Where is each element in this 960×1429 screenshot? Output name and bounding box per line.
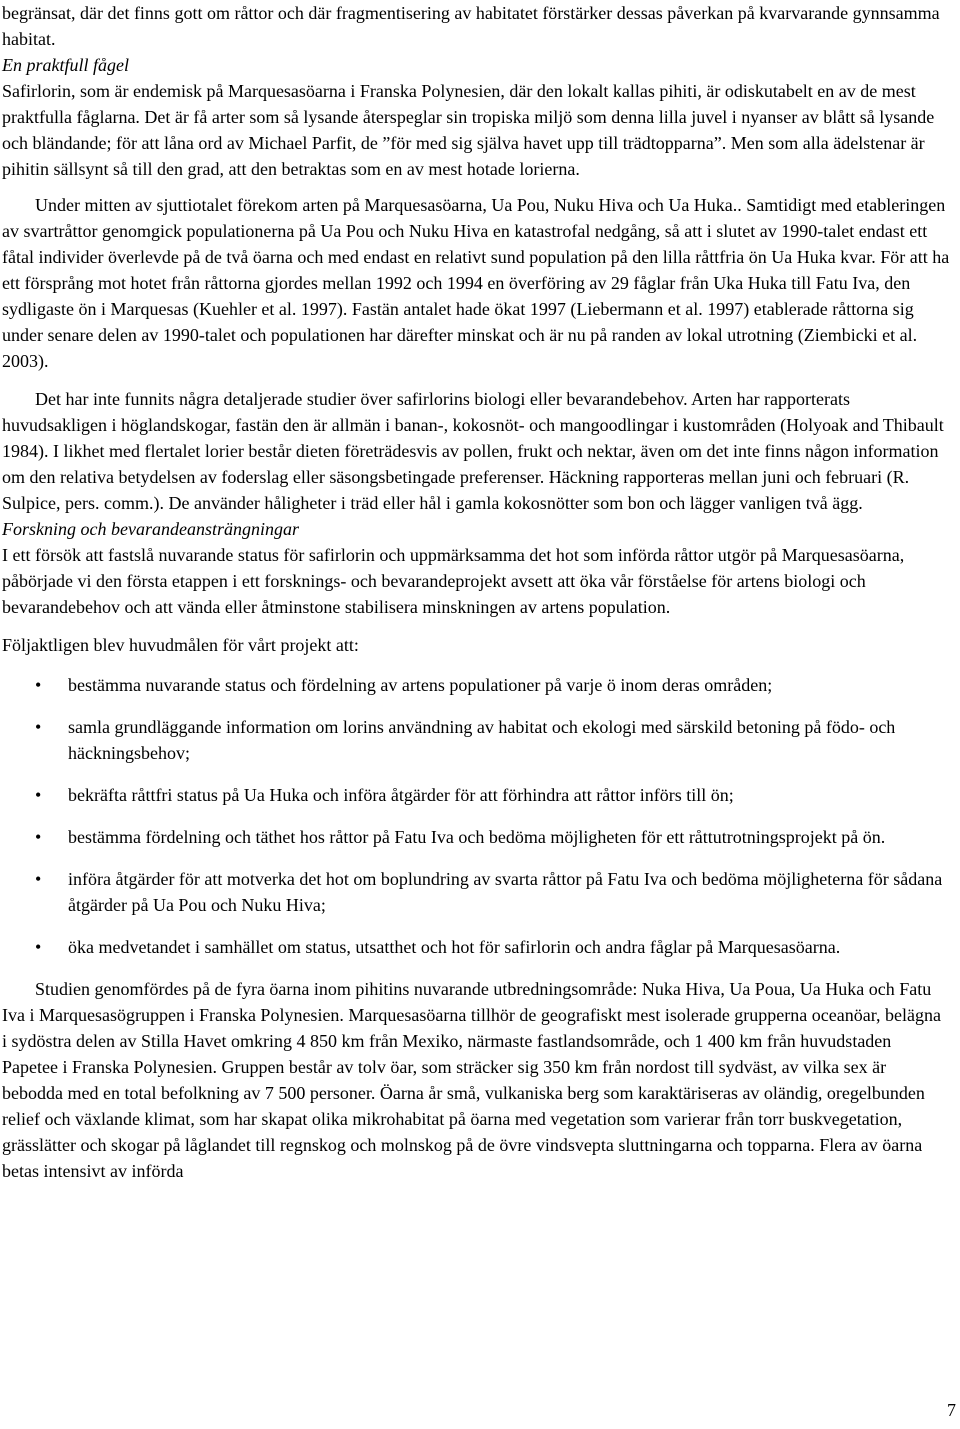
- intro-paragraph: begränsat, där det finns gott om råttor och där fragmentisering av habitatet förstärker dessas påverkan på kvarvarande gynnsamma habitat.: [2, 3, 940, 49]
- section-heading-forskning: Forskning och bevarandeansträngningar: [2, 519, 299, 539]
- goals-list: [2, 672, 950, 960]
- bullet-icon: •: [35, 827, 42, 847]
- list-item: [2, 866, 950, 918]
- section-heading-praktfull-fagel: En praktfull fågel: [2, 55, 129, 75]
- paragraph-study-area: Studien genomfördes på de fyra öarna inom pihitins nuvarande utbredningsområde: Nuka Hiva, Ua Poua, Ua Huka och Fatu Iva i Marquesasögruppen i Franska Polynesien. Marquesasöarna tillhör de geografiskt mest isolerade grupperna oceanöar, belägna i sydöstra delen av Stilla Havet omkring 4 850 km från Mexiko, närmaste fastlandsområde, och 1 400 km från huvudstaden Papetee i Franska Polynesien. Gruppen består av tolv öar, som sträcker sig 350 km från nordost till sydväst, av vilka sex är bebodda med en total befolkning av 7 500 personer. Öarna år små, vulkaniska berg som karaktäriseras av oländig, oregelbunden relief och växlande klimat, som har skapat olika mikrohabitat på öarna med vegetation som varierar från torr buskvegetation, grässlätter och skogar på låglandet till regnskog och molnskog på de övre vindsvepta sluttningarna och topparna. Flera av öarna betas intensivt av införda: [2, 979, 941, 1181]
- goal-text: bekräfta råttfri status på Ua Huka och införa åtgärder för att förhindra att råttor införs till ön;: [68, 785, 734, 805]
- paragraph-safirlorin: Safirlorin, som är endemisk på Marquesasöarna i Franska Polynesien, där den lokalt kallas pihiti, är odiskutabelt en av de mest praktfulla fåglarna. Det är få arter som så lysande återspeglar sin tropiska miljö som denna lilla juvel i nyanser av blått så lysande och bländande; för att låna ord av Michael Parfit, de ”för med sig själva havet upp till trädtopparna”. Men som alla ädelstenar är pihitin sällsynt så till den grad, att den betraktas som en av mest hotade lorierna.: [2, 81, 935, 179]
- list-item: [2, 824, 950, 850]
- bullet-icon: •: [35, 675, 42, 695]
- bullet-icon: •: [35, 937, 42, 957]
- goal-text: bestämma nuvarande status och fördelning av artens populationer på varje ö inom deras områden;: [68, 675, 773, 695]
- list-item: [2, 714, 950, 766]
- page-number: 7: [947, 1400, 956, 1420]
- paragraph-project-intro: I ett försök att fastslå nuvarande status för safirlorin och uppmärksamma det hot som införda råttor utgör på Marquesasöarna, påbörjade vi den första etappen i ett forsknings- och bevarandeprojekt avsett att öka vår förståelse för artens biologi och bevarandebehov och att vända eller åtminstone stabilisera minskningen av artens population.: [2, 545, 905, 617]
- goal-text: samla grundläggande information om lorins användning av habitat och ekologi med särskild betoning på födo- och häckningsbehov;: [68, 717, 896, 763]
- paragraph-goals-lead: Följaktligen blev huvudmålen för vårt projekt att:: [2, 635, 359, 655]
- bullet-icon: •: [35, 869, 42, 889]
- paragraph-marquesas-history: Under mitten av sjuttiotalet förekom arten på Marquesasöarna, Ua Pou, Nuku Hiva och Ua Huka.. Samtidigt med etableringen av svartråttor genomgick populationerna på Ua Pou och Nuku Hiva en katastrofal nedgång, så att i slutet av 1990-talet endast ett fåtal individer överlevde på de två öarna och med endast en relativt sund population på den lilla råttfria ön Ua Huka kvar. För att ha ett försprång mot hotet från råttorna gjordes mellan 1992 och 1994 en överföring av 29 fåglar från Uka Huka till Fatu Iva, den sydligaste ön i Marquesas (Kuehler et al. 1997). Fastän antalet hade ökat 1997 (Liebermann et al. 1997) etablerade råttorna sig under senare delen av 1990-talet och populationen har därefter minskat och är nu på randen av lokal utrotning (Ziembicki et al. 2003).: [2, 195, 950, 371]
- goal-text: öka medvetandet i samhället om status, utsatthet och hot för safirlorin och andra fåglar på Marquesasöarna.: [68, 937, 841, 957]
- list-item: [2, 934, 950, 960]
- goal-text: bestämma fördelning och täthet hos råttor på Fatu Iva och bedöma möjligheten för ett råttutrotningsprojekt på ön.: [68, 827, 886, 847]
- bullet-icon: •: [35, 717, 42, 737]
- goal-text: införa åtgärder för att motverka det hot om boplundring av svarta råttor på Fatu Iva och bedöma möjligheterna för sådana åtgärder på Ua Pou och Nuku Hiva;: [68, 869, 943, 915]
- list-item: [2, 782, 950, 808]
- list-item: [2, 672, 950, 698]
- paragraph-biology: Det har inte funnits några detaljerade studier över safirlorins biologi eller bevarandebehov. Arten har rapporterats huvudsakligen i höglandskogar, fastän den är allmän i banan-, kokosnöt- och mangoodlingar i kustområden (Holyoak and Thibault 1984). I likhet med flertalet lorier består dieten företrädesvis av pollen, frukt och nektar, även om det inte finns någon information om den relativa betydelsen av foderslag eller säsongsbetingade preferenser. Häckning rapporteras mellan juni och februari (R. Sulpice, pers. comm.). De använder håligheter i träd eller hål i gamla kokosnötter som bon och lägger vanligen två ägg.: [2, 389, 944, 513]
- bullet-icon: •: [35, 785, 42, 805]
